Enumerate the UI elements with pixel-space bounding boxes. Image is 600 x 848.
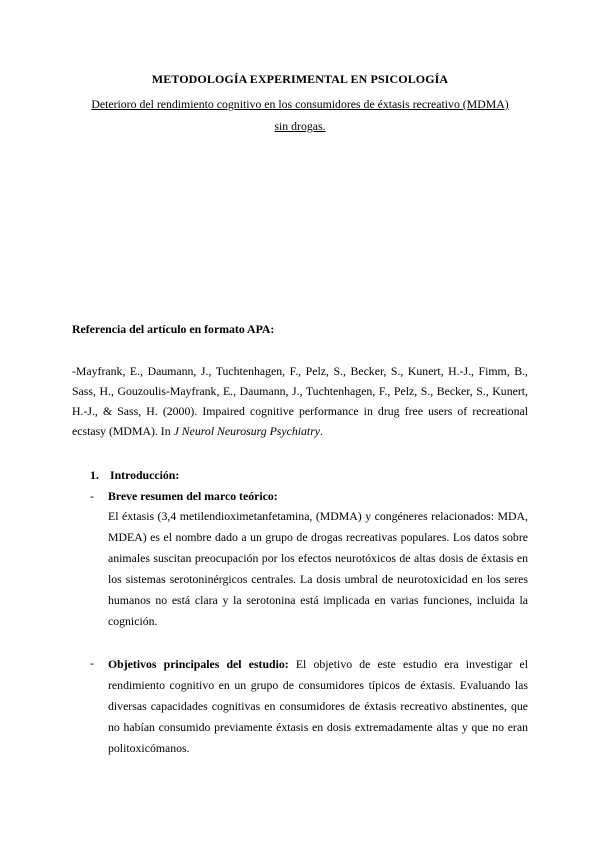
reference-journal: J Neurol Neurosurg Psychiatry bbox=[173, 424, 321, 438]
document-title: METODOLOGÍA EXPERIMENTAL EN PSICOLOGÍA bbox=[151, 72, 449, 86]
objetivos-paragraph bbox=[108, 654, 528, 759]
reference-heading: Referencia del artículo en formato APA: bbox=[72, 322, 275, 336]
reference-paragraph bbox=[72, 361, 528, 441]
document-subtitle: Deterioro del rendimiento cognitivo en los consumidores de éxtasis recreativo (MDMA) sin drogas. bbox=[91, 97, 509, 133]
objetivos-text: El objetivo de este estudio era investigar el rendimiento cognitivo en un grupo de consumidores típicos de éxtasis. Evaluando las diversas capacidades cognitivas en consumidores de éxtasis recreativo abstinentes, que no habían consumido previamente éxtasis en dosis extremadamente altas y que no eran politoxicómanos. bbox=[108, 657, 528, 755]
bullet-dash: - bbox=[90, 489, 94, 503]
bullet-dash: - bbox=[90, 656, 94, 670]
marco-paragraph: El éxtasis (3,4 metilendioximetanfetamina, (MDMA) y congéneres relacionados: MDA, MDEA) es el nombre dado a un grupo de drogas recreativas populares. Los datos sobre animales suscitan preocupación por los efectos neurotóxicos de altas dosis de éxtasis en los sistemas serotoninérgicos centrales. La dosis umbral de neurotoxicidad en los seres humanos no está clara y la serotonina está implicada en varias funciones, incluida la cognición. bbox=[108, 509, 528, 628]
intro-heading bbox=[90, 468, 179, 483]
marco-heading: Breve resumen del marco teórico: bbox=[108, 489, 278, 503]
reference-end: . bbox=[320, 424, 323, 438]
intro-number: 1. bbox=[90, 468, 99, 482]
reference-text: -Mayfrank, E., Daumann, J., Tuchtenhagen, F., Pelz, S., Becker, S., Kunert, H.-J., Fimm, B., Sass, H., Gouzoulis-Mayfrank, E., Daumann, J., Tuchtenhagen, F., Pelz, S., Becker, S., Kunert, H.-J., & Sass, H. (2000). Impaired cognitive performance in drug free users of recreational ecstasy (MDMA). In bbox=[72, 364, 528, 438]
objetivos-heading: Objetivos principales del estudio: bbox=[108, 657, 289, 671]
intro-label: Introducción: bbox=[110, 468, 180, 482]
